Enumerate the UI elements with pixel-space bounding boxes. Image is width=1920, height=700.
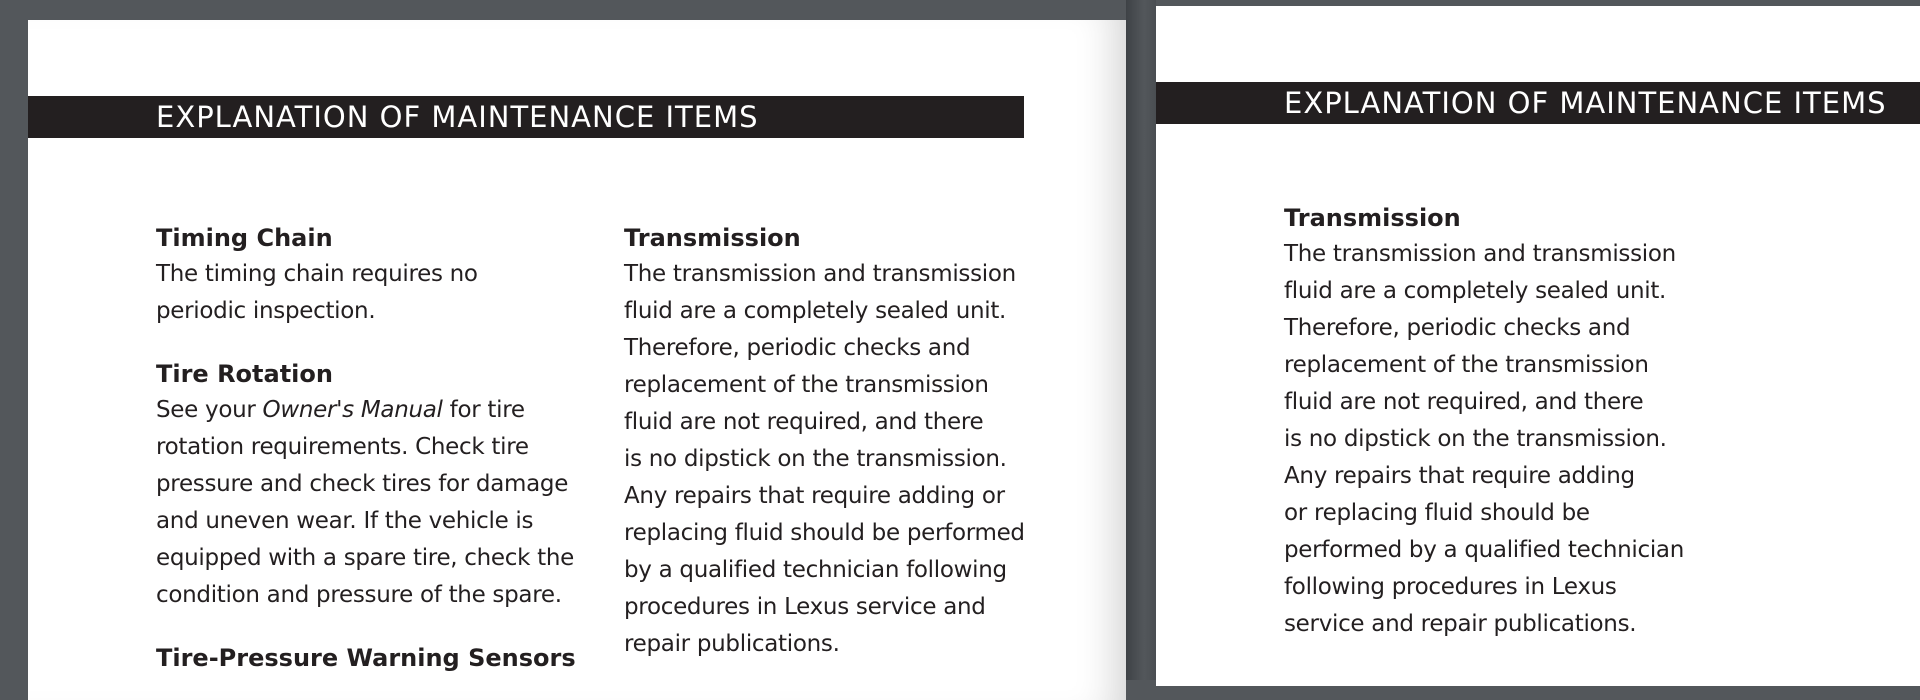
- transmission-text: The transmission and transmission fluid are a completely sealed unit. Therefore, periodic checks and replacement of the transmission fluid are not required, and there is no dipstick on the transmission. Any repairs that require adding or replacing fluid should be performed by a qualified technician following procedures in Lexus service and repair publications.: [624, 261, 1025, 657]
- timing-chain-heading: Timing Chain: [156, 224, 333, 252]
- timing-chain-text: The timing chain requires no periodic inspection.: [156, 261, 478, 324]
- transmission-text: The transmission and transmission fluid are a completely sealed unit. Therefore, periodic checks and replacement of the transmission fluid are not required, and there is no dipstick on the transmission. Any repairs that require adding or replacing fluid should be performed by a qualified technician following procedures in Lexus service and repair publications.: [1284, 241, 1684, 637]
- transmission-heading: Transmission: [624, 224, 801, 252]
- section-header: EXPLANATION OF MAINTENANCE ITEMS: [1156, 82, 1920, 124]
- page-gutter: [1126, 0, 1156, 680]
- tire-rotation-text: See your Owner's Manual for tire rotation requirements. Check tire pressure and check tires for damage and uneven wear. If the vehicle is equipped with a spare tire, check the condition and pressure of the spare.: [156, 397, 575, 608]
- right-page: [1156, 6, 1920, 686]
- tire-pressure-sensors-heading: Tire-Pressure Warning Sensors: [156, 644, 576, 672]
- owners-manual-reference: Owner's Manual: [262, 397, 443, 423]
- right-column: [624, 220, 1044, 689]
- section-header: EXPLANATION OF MAINTENANCE ITEMS: [28, 96, 1024, 138]
- left-column: [156, 220, 576, 676]
- tire-rotation-heading: Tire Rotation: [156, 360, 333, 388]
- transmission-heading: Transmission: [1284, 204, 1461, 232]
- left-page: [28, 20, 1126, 700]
- right-page-column: [1284, 200, 1704, 669]
